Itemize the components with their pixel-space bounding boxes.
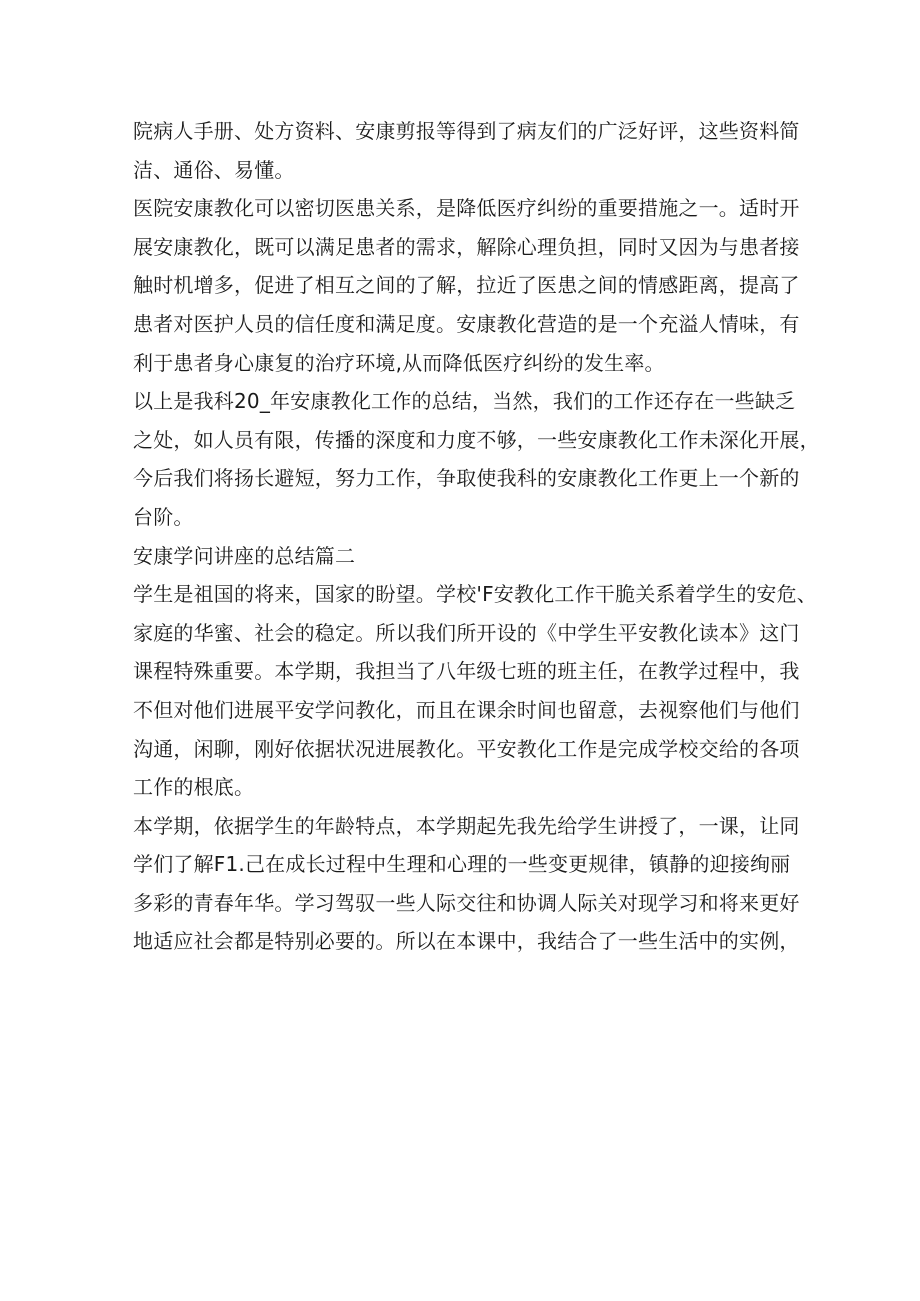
text-line: 地适应社会都是特别必要的。所以在本课中，我结合了一些生活中的实例， — [133, 929, 800, 954]
paragraph-school-safety-education — [133, 575, 818, 807]
text-line: 洁、通俗、易懂。 — [133, 157, 295, 182]
text-line: 展安康教化，既可以满足患者的需求，解除心理负担，同时又因为与患者接 — [133, 234, 800, 259]
section-heading-text: 安康学问讲座的总结篇二 — [133, 543, 356, 568]
paragraph-handbook-feedback — [133, 112, 798, 189]
text-line: 工作的根底。 — [133, 775, 255, 800]
paragraph-department-summary — [133, 382, 820, 536]
text-line: 患者对医护人员的信任度和满足度。安康教化营造的是一个充溢人情味，有 — [133, 311, 800, 336]
text-line: 台阶。 — [133, 504, 194, 529]
text-line: 今后我们将扬长避短，努力工作，争取使我科的安康教化工作更上一个新的 — [133, 466, 800, 491]
text-line: 课程特殊重要。本学期，我担当了八年级七班的班主任，在教学过程中，我 — [133, 659, 800, 684]
text-line: 本学期，依据学生的年龄特点，本学期起先我先给学生讲授了，一课，让同 — [133, 813, 800, 838]
paragraph-semester-lessons — [133, 807, 798, 961]
text-line: 不但对他们进展平安学问教化，而且在课余时间也留意，去视察他们与他们 — [133, 697, 800, 722]
document-body — [133, 112, 820, 961]
section-heading — [133, 537, 798, 576]
text-line: 学生是祖国的将来，国家的盼望。学校'F安教化工作干脆关系着学生的安危、 — [133, 582, 818, 607]
text-line: 沟通，闲聊，刚好依据状况进展教化。平安教化工作是完成学校交给的各项 — [133, 736, 800, 761]
text-line: 家庭的华蜜、社会的稳定。所以我们所开设的《中学生平安教化读本》这门 — [133, 620, 800, 645]
text-line: 学们了解F1.己在成长过程中生理和心理的一些变更规律，镇静的迎接绚丽 — [133, 852, 791, 877]
paragraph-doctor-patient-relationship — [133, 189, 798, 382]
text-line: 以上是我科20_年安康教化工作的总结，当然，我们的工作还存在一些缺乏 — [133, 389, 796, 414]
text-line: 利于患者身心康复的治疗环境,从而降低医疗纠纷的发生率。 — [133, 350, 665, 375]
text-line: 触时机增多，促进了相互之间的了解，拉近了医患之间的情感距离，提高了 — [133, 273, 800, 298]
text-line: 之处，如人员有限，传播的深度和力度不够，一些安康教化工作未深化开展， — [133, 427, 820, 452]
text-line: 院病人手册、处方资料、安康剪报等得到了病友们的广泛好评，这些资料简 — [133, 119, 800, 143]
text-line: 多彩的青春年华。学习驾驭一些人际交往和协调人际关对现学习和将来更好 — [133, 890, 800, 915]
text-line: 医院安康教化可以密切医患关系，是降低医疗纠纷的重要措施之一。适时开 — [133, 196, 800, 221]
